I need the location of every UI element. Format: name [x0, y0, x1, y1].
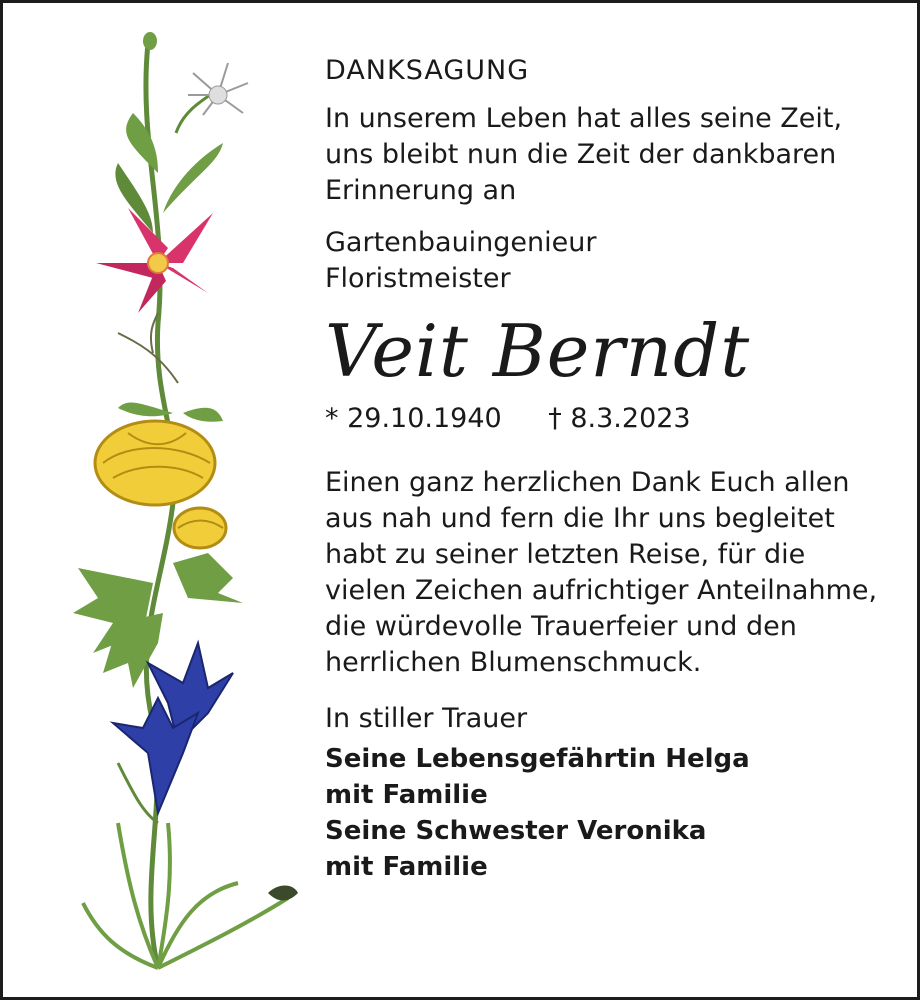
deceased-name: Veit Berndt	[325, 309, 751, 393]
message-line: aus nah und fern die Ihr uns begleitet	[325, 503, 835, 534]
mourning-label: In stiller Trauer	[325, 703, 528, 734]
deceased-titles	[325, 225, 905, 297]
mourner-line: Seine Schwester Veronika	[325, 816, 707, 846]
mourners-list	[325, 741, 905, 885]
intro-verse	[325, 101, 905, 209]
message-line: habt zu seiner letzten Reise, für die	[325, 539, 806, 570]
notice-text	[325, 51, 905, 885]
notice-heading: DANKSAGUNG	[325, 55, 530, 86]
globeflower-small-icon	[174, 508, 226, 548]
leaf-icon	[183, 408, 223, 422]
intro-line: uns bleibt nun die Zeit der dankbaren	[325, 139, 837, 170]
death-date: † 8.3.2023	[548, 403, 691, 434]
edelweiss-flower-icon	[176, 63, 248, 133]
thank-you-message	[325, 465, 905, 681]
flower-illustration-svg	[58, 23, 303, 983]
mourner-line: Seine Lebensgefährtin Helga	[325, 744, 750, 774]
bud-icon	[143, 32, 157, 50]
life-dates	[325, 401, 905, 437]
mourner-line: mit Familie	[325, 780, 488, 810]
bud-icon	[268, 886, 298, 901]
message-line: herrlichen Blumenschmuck.	[325, 647, 702, 678]
deceased-title: Floristmeister	[325, 263, 511, 294]
leaf-icon	[163, 143, 223, 213]
leaf-icon	[126, 113, 158, 173]
message-line: die würdevolle Trauerfeier und den	[325, 611, 797, 642]
twig-icon	[118, 313, 178, 383]
pink-lily-flower-icon	[96, 208, 213, 313]
mourner-line: mit Familie	[325, 852, 488, 882]
message-line: vielen Zeichen aufrichtiger Anteilnahme,	[325, 575, 878, 606]
intro-line: Erinnerung an	[325, 175, 517, 206]
wildflower-bouquet-illustration	[58, 23, 303, 983]
grass-leaves-icon	[83, 823, 288, 968]
deceased-title: Gartenbauingenieur	[325, 227, 597, 258]
birth-date: * 29.10.1940	[325, 403, 502, 434]
globeflower-large-icon	[95, 421, 215, 505]
message-line: Einen ganz herzlichen Dank Euch allen	[325, 467, 850, 498]
intro-line: In unserem Leben hat alles seine Zeit,	[325, 103, 843, 134]
leaf-icon	[115, 163, 153, 233]
